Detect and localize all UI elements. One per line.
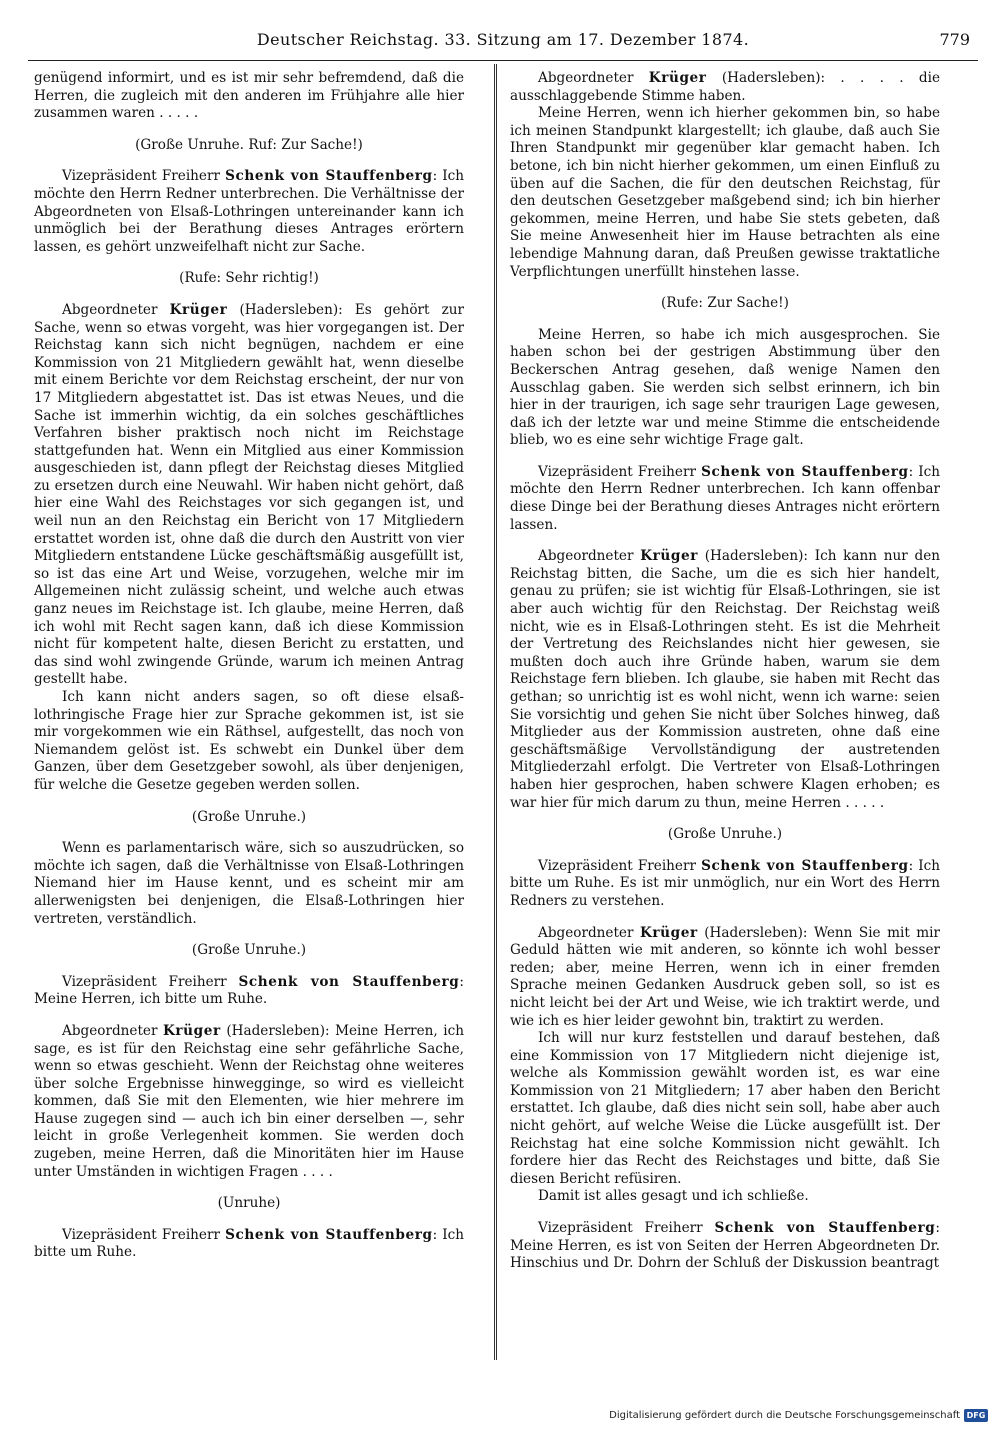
speech-text: (Hadersleben): Es gehört zur Sache, wenn so etwas vorgeht, was hier vorgegangen ist. Der Reichstag kann sich nicht begnügen, nachdem er eine Kommission von 21 Mitgliedern gewählt hat, wenn dieselbe mit einem Berichte vor dem Reichstag erscheint, der nur von 17 Mitgliedern abgestattet ist. Das ist etwas Neues, und die Sache ist immerhin wichtig, da ein solches geschäftliches Verfahren bisher praktisch noch nicht im Reichstage stattgefunden hat. Wenn ein Mitglied aus einer Kommission ausgeschieden ist, dann pflegt der Reichstag dieses Mitglied zu ersetzen durch eine Neuwahl. Wir haben nicht gehört, daß hier eine Wahl des Reichstages vor sich gegangen ist, und weil nun an den Reichstag ein Bericht von 17 Mitgliedern erstattet worden ist, ohne daß die durch den Austritt von vier Mitgliedern entstandene Lücke geschäftsmäßig ausgefüllt ist, so ist das eine Art und Weise, vorzugehen, welche mir im Allgemeinen nicht zulässig scheint, und welche auch etwas ganz neues im Reichstage ist. Ich glaube, meine Herren, daß ich wohl mit Recht sagen kann, daß ich diese Kommission nicht für kompetent halte, diesen Bericht zu erstatten, und das sind wohl zwingende Gründe, warum ich meinen Antrag gestellt habe. [34, 301, 464, 688]
header-title: Deutscher Reichstag. 33. Sitzung am 17. Dezember 1874. [256, 30, 750, 49]
speaker-paragraph [34, 302, 464, 689]
interjection: (Große Unruhe.) [191, 808, 307, 825]
right-column [510, 70, 940, 1273]
paragraph: Meine Herren, so habe ich mich ausgesprochen. Sie haben schon bei der gestrigen Abstimmung über den Beckerschen Antrag gesehen, daß wenige Namen den Ausschlag gaben. Sie werden sich selbst erinnern, ich bin hier in der traurigen, ich sage sehr traurigen Lage gewesen, daß ich der letzte war und meine Stimme die entscheidende blieb, wo es eine sehr wichtige Frage galt. [510, 326, 940, 449]
speaker-title: Vizepräsident Freiherr [538, 1220, 703, 1237]
interjection: (Große Unruhe.) [191, 942, 307, 959]
left-column [34, 70, 464, 1262]
speaker-name: Schenk von Stauffenberg [701, 857, 909, 874]
header-rule [28, 60, 978, 61]
paragraph: Damit ist alles gesagt und ich schließe. [538, 1188, 809, 1205]
speech-text: (Hadersleben): Ich kann nur den Reichstag bitten, die Sache, um die es sich hier handelt, genau zu prüfen; sie ist wichtig für Elsaß-Lothringen, sie ist aber auch wichtig für den Reichstag. Der Reichstag weiß nicht, wie es in Elsaß-Lothringen steht. Es ist die Mehrheit der Vertretung des Reichslandes nicht hier gewesen, sie mußten doch auch ihre Gründe haben, warum sie dem Reichstage fern blieben. Ich glaube, sie haben mit Recht das gethan; so unrichtig ist es wohl nicht, wenn ich warne: seien Sie vorsichtig und gehen Sie nicht über Solches hinweg, daß Mitglieder aus der Kommission austreten, ohne daß eine geschäftsmäßige Vervollständigung der austretenden Mitgliederzahl erfolgt. Die Vertreter von Elsaß-Lothringen haben hier gesprochen, haben schwere Klagen erhoben; es war hier für mich darum zu thun, meine Herren . . . . . [510, 548, 940, 811]
speaker-title: Vizepräsident Freiherr [62, 1226, 220, 1243]
speaker-paragraph [510, 925, 940, 1031]
footer-text: Digitalisierung gefördert durch die Deutsche Forschungsgemeinschaft [609, 1410, 960, 1421]
speaker-paragraph [510, 548, 940, 812]
speech-text: : Ich bitte um Ruhe. Es ist mir unmöglich, nur ein Wort des Herrn Redners zu verstehen. [510, 857, 940, 909]
speaker-name: Krüger [169, 301, 228, 318]
page-number: 779 [939, 30, 970, 49]
interjection: (Große Unruhe. Ruf: Zur Sache!) [135, 136, 363, 153]
speaker-title: Abgeordneter [62, 1022, 158, 1039]
speaker-title: Abgeordneter [538, 924, 634, 941]
speech-text: : Meine Herren, es ist von Seiten der Herren Abgeordneten Dr. Hinschius und Dr. Dohrn der Schluß der Diskussion beantragt [510, 1220, 940, 1272]
speech-text: : Ich möchte den Herrn Redner unterbrechen. Ich kann offenbar diese Dinge bei der Berathung dieses Antrages nicht erörtern lassen. [510, 463, 940, 533]
speaker-paragraph [34, 1023, 464, 1181]
speaker-paragraph [34, 168, 464, 256]
funding-footer [609, 1409, 988, 1422]
speaker-name: Schenk von Stauffenberg [714, 1220, 936, 1237]
speaker-name: Krüger [648, 70, 707, 86]
speaker-name: Schenk von Stauffenberg [238, 973, 460, 990]
interjection: (Rufe: Zur Sache!) [661, 295, 789, 312]
speaker-name: Schenk von Stauffenberg [225, 168, 433, 185]
interjection: (Unruhe) [217, 1195, 281, 1212]
speaker-name: Schenk von Stauffenberg [225, 1226, 433, 1243]
running-header [28, 30, 978, 56]
speaker-title: Abgeordneter [538, 70, 634, 86]
speaker-title: Vizepräsident Freiherr [62, 973, 227, 990]
dfg-logo-icon: DFG [964, 1409, 988, 1422]
interjection: (Rufe: Sehr richtig!) [179, 270, 319, 287]
speaker-title: Abgeordneter [62, 301, 158, 318]
paragraph: genügend informirt, und es ist mir sehr befremdend, daß die Herren, die zugleich mit den anderen im Frühjahre alle hier zusammen waren . . . . . [34, 70, 464, 122]
speaker-paragraph [34, 1227, 464, 1262]
paragraph: Ich will nur kurz feststellen und darauf bestehen, daß eine Kommission von 17 Mitgliedern nicht diejenige ist, welche als Kommission gewählt worden ist, es war eine Kommission von 21 Mitgliedern; 17 aber haben den Bericht erstattet. Ich glaube, daß dies nicht sein soll, habe aber auch nicht gehört, auf welche Weise die Lücke ausgefüllt ist. Der Reichstag hat eine solche Kommission nicht gewählt. Ich fordere hier das Recht des Reichstages und bitte, daß Sie diesen Bericht refüsiren. [510, 1030, 940, 1187]
paragraph: Wenn es parlamentarisch wäre, sich so auszudrücken, so möchte ich sagen, daß die Verhältnisse von Elsaß-Lothringen Niemand hier im Hause kennt, und es scheint mir am allerwenigsten bei denjenigen, die Elsaß-Lothringen hier vertreten, verständlich. [34, 840, 464, 927]
speaker-title: Vizepräsident Freiherr [538, 463, 696, 480]
speaker-paragraph [510, 70, 940, 105]
speaker-title: Vizepräsident Freiherr [62, 168, 220, 185]
speaker-name: Krüger [640, 548, 698, 565]
speaker-paragraph [510, 858, 940, 911]
speaker-name: Schenk von Stauffenberg [701, 463, 909, 480]
speaker-name: Krüger [163, 1022, 221, 1039]
speech-text: (Hadersleben): Wenn Sie mit mir Geduld hätten wie mit anderen, so könnte ich wohl besser reden; aber, meine Herren, wenn ich in einer fremden Sprache meinen Gedanken Ausdruck geben soll, so ist es nicht leicht bei der Art und Weise, wie ich traktirt werde, und wie ich es hier leider gewohnt bin, traktirt zu werden. [510, 924, 941, 1029]
speech-text: : Meine Herren, ich bitte um Ruhe. [34, 973, 464, 1008]
speaker-paragraph [510, 464, 940, 534]
speaker-paragraph [510, 1220, 940, 1273]
interjection: (Große Unruhe.) [667, 826, 783, 843]
speaker-title: Vizepräsident Freiherr [538, 857, 696, 874]
speaker-name: Krüger [639, 924, 698, 941]
paragraph: Meine Herren, wenn ich hierher gekommen bin, so habe ich meinen Standpunkt klargestellt; ich glaube, daß auch Sie Ihren Standpunkt mir gegenüber klar gemacht haben. Ich betone, ich bin nicht hierher gekommen, um einen Einfluß zu üben auf die Sachen, die für den deutschen Reichstag, für den deutschen Gesetzgeber maßgebend sind; ich bin hierher gekommen, meine Herren, und habe Sie stets gebeten, daß Sie meine Anwesenheit hier im Hause betrachten als eine lebendige Mahnung daran, daß Preußen gewisse traktatliche Verpflichtungen unerfüllt hinstehen lasse. [510, 105, 940, 280]
speech-text: (Hadersleben): Meine Herren, ich sage, es ist für den Reichstag eine sehr gefährliche Sache, wenn so etwas geschieht. Wenn der Reichstag ohne weiteres über solche Ergebnisse hinwegginge, so wird es vielleicht kommen, daß Sie mit den Elementen, wie hier mehrere im Hause zugegen sind — auch ich bin einer derselben —, sehr leicht in große Verlegenheit kommen. Sie werden doch zugeben, meine Herren, daß die Minoritäten hier im Hause unter Umständen in wichtigen Fragen . . . . [34, 1022, 464, 1180]
speech-text: : Ich möchte den Herrn Redner unterbrechen. Die Verhältnisse der Abgeordneten von Elsaß-Lothringen untereinander kann ich unmöglich bei der Berathung dieses Antrages erörtern lassen, es gehört unzweifelhaft nicht zur Sache. [34, 168, 464, 255]
column-divider [494, 64, 497, 1360]
speaker-paragraph [34, 974, 464, 1009]
speech-text: (Hadersleben): . . . . die ausschlaggebende Stimme haben. [510, 70, 941, 104]
speaker-title: Abgeordneter [538, 548, 634, 565]
speech-text: : Ich bitte um Ruhe. [34, 1226, 464, 1261]
paragraph: Ich kann nicht anders sagen, so oft diese elsaß-lothringische Frage hier zur Sprache gekommen ist, ist sie mir vorgekommen wie ein Räthsel, aufgestellt, das noch von Niemandem gelöst ist. Es schwebt ein Dunkel über dem Ganzen, über dem Gesetzgeber sowohl, als über denjenigen, für welche die Gesetze gegeben werden sollen. [34, 689, 464, 793]
